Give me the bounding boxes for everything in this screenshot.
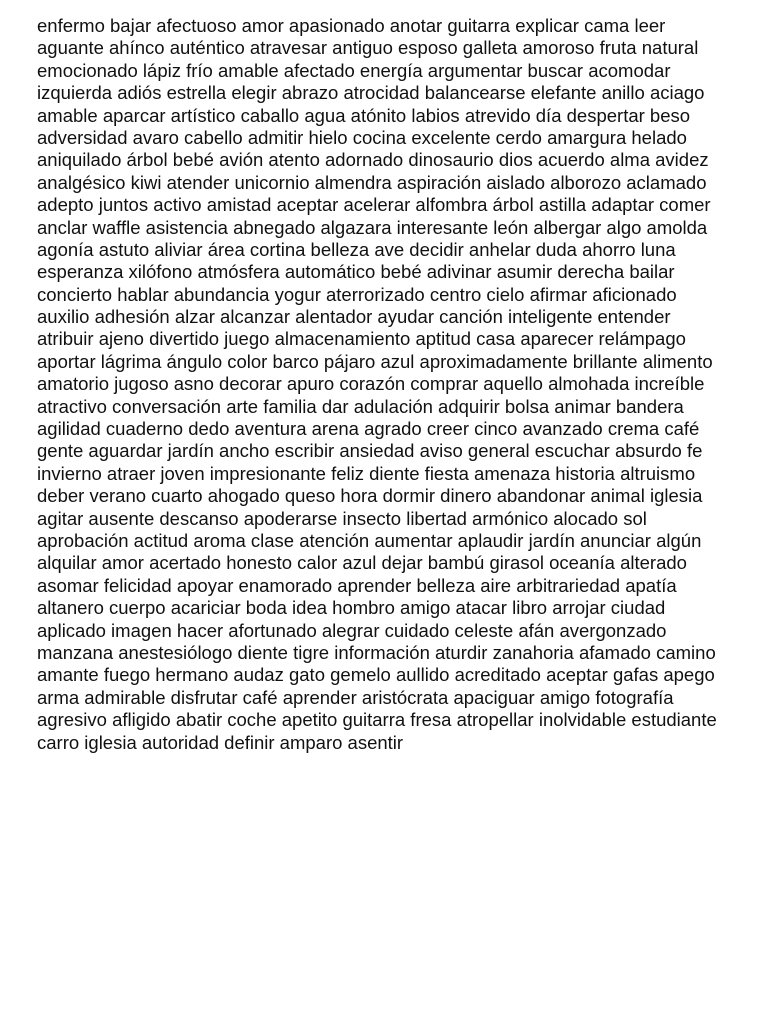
text-line-33: carro iglesia autoridad definir amparo asentir <box>37 731 404 753</box>
text-line-11: agonía astuto aliviar área cortina belleza ave decidir anhelar duda ahorro luna <box>37 238 676 260</box>
text-line-15: atribuir ajeno divertido juego almacenamiento aptitud casa aparecer relámpago <box>37 328 686 350</box>
text-line-4: izquierda adiós estrella elegir abrazo atrocidad balancearse elefante anillo aciago <box>37 82 705 104</box>
text-line-17: amatorio jugoso asno decorar apuro corazón comprar aquello almohada increíble <box>37 373 705 395</box>
text-line-24: aprobación actitud aroma clase atención aumentar aplaudir jardín anunciar algún <box>37 529 702 551</box>
text-line-5: amable aparcar artístico caballo agua atónito labios atrevido día despertar beso <box>37 104 691 126</box>
text-line-16: aportar lágrima ángulo color barco pájaro azul aproximadamente brillante alimento <box>37 350 713 372</box>
text-line-19: agilidad cuaderno dedo aventura arena agrado creer cinco avanzado crema café <box>37 418 700 440</box>
text-line-21: invierno atraer joven impresionante feliz diente fiesta amenaza historia altruismo <box>37 462 696 484</box>
text-line-25: alquilar amor acertado honesto calor azul dejar bambú girasol oceanía alterado <box>37 552 687 574</box>
text-line-30: amante fuego hermano audaz gato gemelo aullido acreditado aceptar gafas apego <box>37 664 715 686</box>
text-line-7: aniquilado árbol bebé avión atento adornado dinosaurio dios acuerdo alma avidez <box>37 149 709 171</box>
word-list-text <box>37 15 768 754</box>
text-line-26: asomar felicidad apoyar enamorado aprender belleza aire arbitrariedad apatía <box>37 574 677 596</box>
text-line-23: agitar ausente descanso apoderarse insecto libertad armónico alocado sol <box>37 507 647 529</box>
text-line-2: aguante ahínco auténtico atravesar antiguo esposo galleta amoroso fruta natural <box>37 37 699 59</box>
text-line-1: enfermo bajar afectuoso amor apasionado anotar guitarra explicar cama leer <box>37 15 666 36</box>
text-line-3: emocionado lápiz frío amable afectado energía argumentar buscar acomodar <box>37 59 671 81</box>
text-line-8: analgésico kiwi atender unicornio almendra aspiración aislado alborozo aclamado <box>37 171 707 193</box>
text-line-27: altanero cuerpo acariciar boda idea hombro amigo atacar libro arrojar ciudad <box>37 597 666 619</box>
text-line-29: manzana anestesiólogo diente tigre información aturdir zanahoria afamado camino <box>37 641 716 663</box>
text-line-18: atractivo conversación arte familia dar adulación adquirir bolsa animar bandera <box>37 395 684 417</box>
text-line-28: aplicado imagen hacer afortunado alegrar cuidado celeste afán avergonzado <box>37 619 667 641</box>
text-line-22: deber verano cuarto ahogado queso hora dormir dinero abandonar animal iglesia <box>37 485 703 507</box>
text-line-10: anclar waffle asistencia abnegado algazara interesante león albergar algo amolda <box>37 216 708 238</box>
text-line-12: esperanza xilófono atmósfera automático bebé adivinar asumir derecha bailar <box>37 261 675 283</box>
text-line-9: adepto juntos activo amistad aceptar acelerar alfombra árbol astilla adaptar comer <box>37 194 711 216</box>
text-line-32: agresivo afligido abatir coche apetito guitarra fresa atropellar inolvidable estudiante <box>37 709 717 731</box>
text-line-31: arma admirable disfrutar café aprender aristócrata apaciguar amigo fotografía <box>37 686 674 708</box>
text-line-20: gente aguardar jardín ancho escribir ansiedad aviso general escuchar absurdo fe <box>37 440 703 462</box>
text-line-13: concierto hablar abundancia yogur aterrorizado centro cielo afirmar aficionado <box>37 283 677 305</box>
text-line-6: adversidad avaro cabello admitir hielo cocina excelente cerdo amargura helado <box>37 126 687 148</box>
text-line-14: auxilio adhesión alzar alcanzar alentador ayudar canción inteligente entender <box>37 306 671 328</box>
